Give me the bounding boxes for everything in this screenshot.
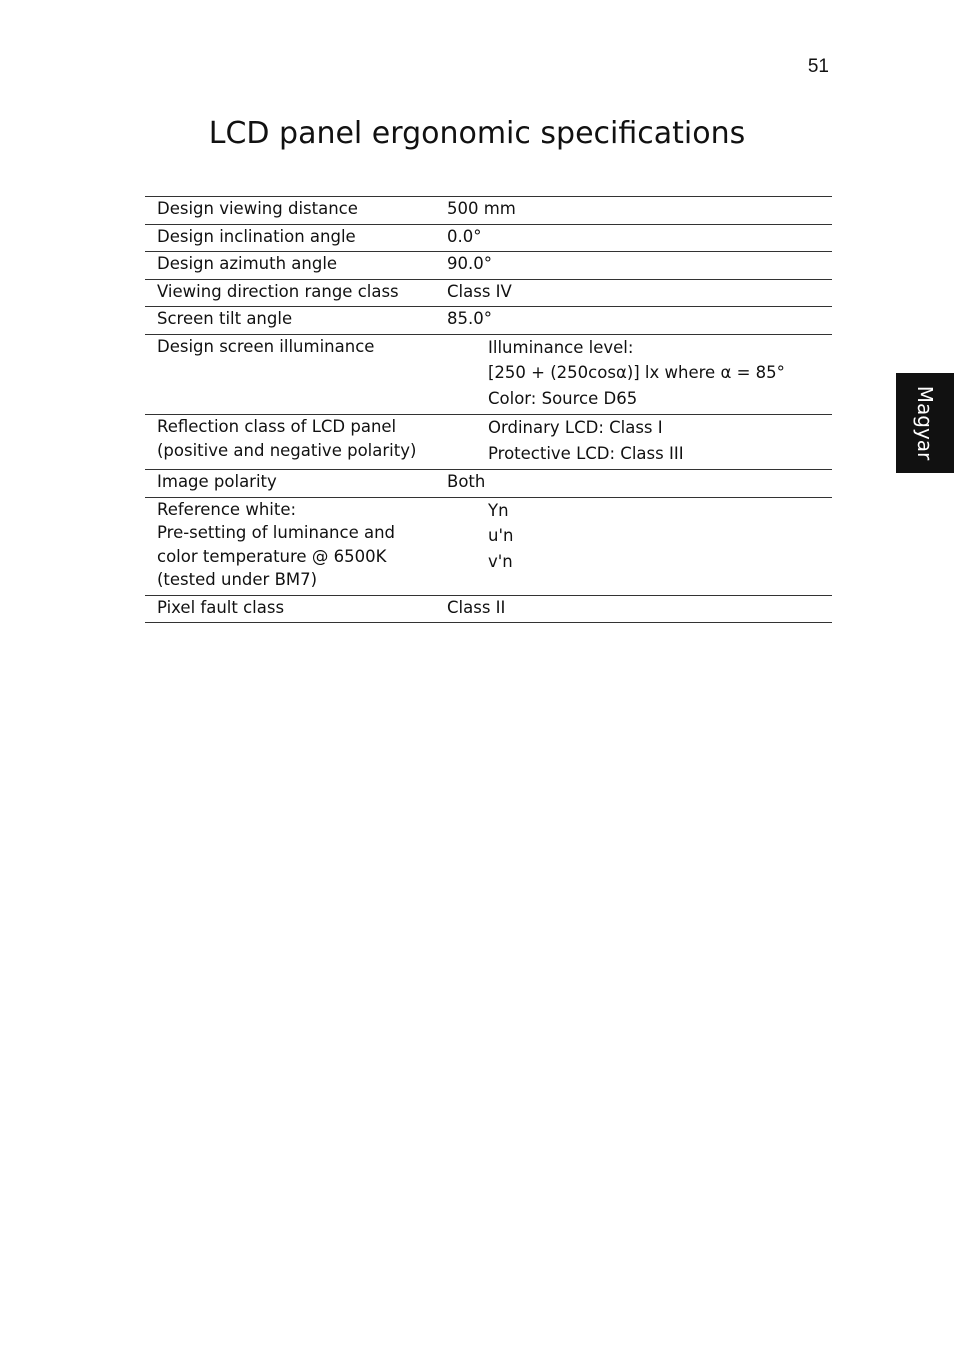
row-label-line: Design screen illuminance <box>157 336 375 356</box>
row-label-line: Design inclination angle <box>157 226 356 246</box>
row-value <box>447 470 832 498</box>
row-value <box>447 415 832 470</box>
table-row <box>145 470 832 498</box>
row-value <box>447 497 832 595</box>
row-label-line: (positive and negative polarity) <box>157 440 417 460</box>
table-row <box>145 279 832 307</box>
row-label-line: Design viewing distance <box>157 199 358 218</box>
row-label <box>145 470 447 498</box>
row-value <box>447 595 832 623</box>
table-row <box>145 497 832 595</box>
table-row <box>145 334 832 415</box>
row-value-line: Color: Source D65 <box>488 388 638 408</box>
row-value-line: [250 + (250cosα)] lx where α = 85° <box>488 363 785 382</box>
row-label-line: Screen tilt angle <box>157 309 293 328</box>
row-value <box>447 307 832 335</box>
row-label-line: Reflection class of LCD panel <box>157 417 397 436</box>
row-label-line: color temperature @ 6500K <box>157 546 387 566</box>
row-label <box>145 334 447 415</box>
row-value <box>447 334 832 415</box>
row-value <box>447 279 832 307</box>
table-row <box>145 307 832 335</box>
row-value-line: Yn <box>488 500 509 520</box>
row-label <box>145 497 447 595</box>
row-label <box>145 595 447 623</box>
row-label <box>145 197 447 225</box>
row-value <box>447 224 832 252</box>
row-label-line: Reference white: <box>157 499 297 519</box>
row-value-line: Both <box>447 472 486 491</box>
table-row <box>145 252 832 280</box>
page-title: LCD panel ergonomic specifications <box>208 116 746 151</box>
table-row <box>145 197 832 225</box>
row-value-line: 85.0° <box>447 309 492 328</box>
row-value-line: 500 mm <box>447 199 516 218</box>
row-value-line: 0.0° <box>447 226 482 246</box>
row-label <box>145 415 447 470</box>
row-value-line: 90.0° <box>447 254 492 273</box>
row-value <box>447 197 832 225</box>
row-value-line: u'n <box>488 526 514 545</box>
page-number: 51 <box>807 56 829 77</box>
row-label-line: Viewing direction range class <box>157 281 399 301</box>
row-value <box>447 252 832 280</box>
row-value-line: Illuminance level: <box>488 337 634 357</box>
row-label-line: Pre-setting of luminance and <box>157 523 396 542</box>
spec-table <box>145 196 832 623</box>
language-side-tab-label: Magyar <box>913 385 937 461</box>
row-label <box>145 252 447 280</box>
table-row <box>145 595 832 623</box>
row-label-line: Image polarity <box>157 472 277 491</box>
row-label <box>145 224 447 252</box>
row-label-line: (tested under BM7) <box>157 570 318 589</box>
table-row <box>145 224 832 252</box>
row-label-line: Design azimuth angle <box>157 254 338 273</box>
spec-table-body <box>145 197 832 623</box>
row-label <box>145 307 447 335</box>
row-label <box>145 279 447 307</box>
row-value-line: Protective LCD: Class III <box>488 443 684 463</box>
row-value-line: v'n <box>488 551 513 571</box>
row-value-line: Ordinary LCD: Class I <box>488 418 663 437</box>
row-label-line: Pixel fault class <box>157 597 285 617</box>
row-value-line: Class II <box>447 597 506 617</box>
language-side-tab <box>896 373 954 473</box>
table-row <box>145 415 832 470</box>
row-value-line: Class IV <box>447 281 512 301</box>
